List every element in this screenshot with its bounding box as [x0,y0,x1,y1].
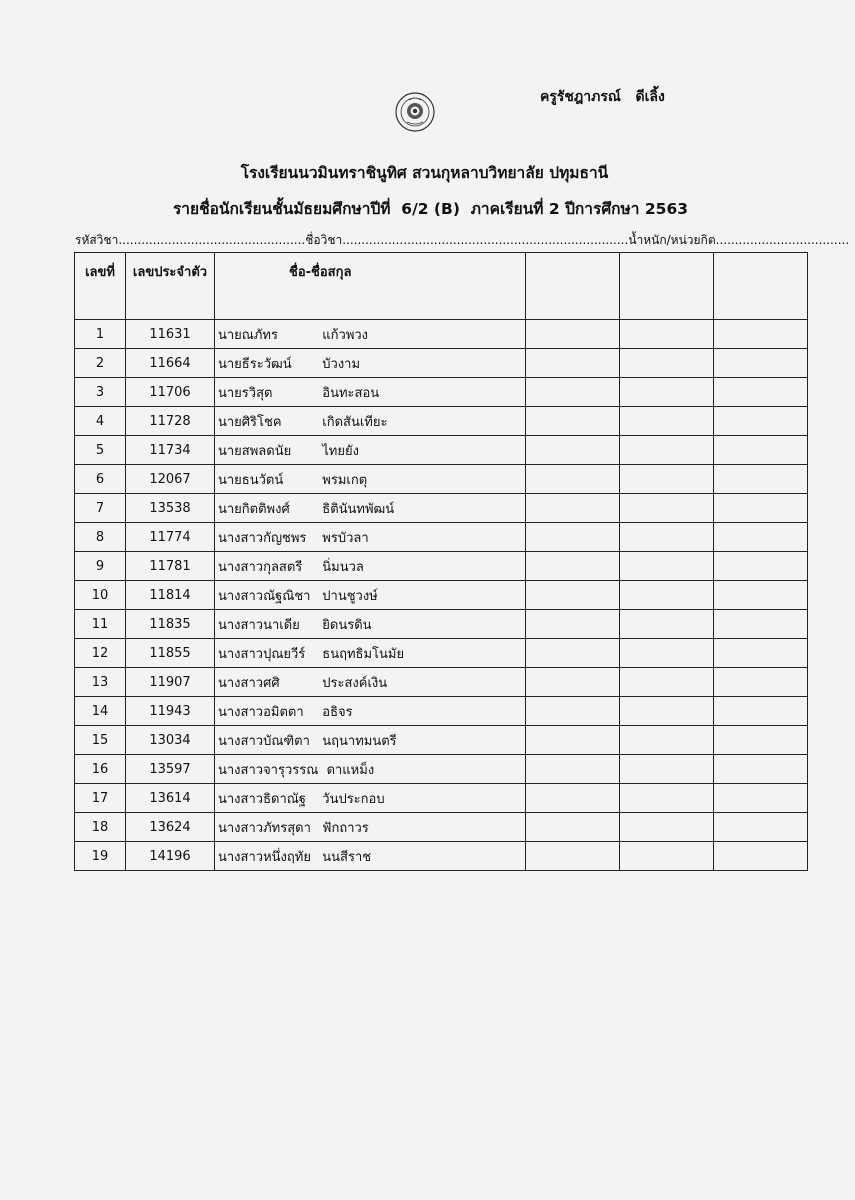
row-student-id: 11728 [126,407,215,436]
row-blank-cell-1 [526,378,620,407]
table-row [75,349,808,378]
row-blank-cell-3 [714,668,808,697]
row-student-id: 13624 [126,813,215,842]
table-row [75,320,808,349]
table-row [75,697,808,726]
row-blank-cell-1 [526,610,620,639]
table-row [75,784,808,813]
row-last-name: ปานชูวงษ์ [322,588,378,604]
row-student-id: 14196 [126,842,215,871]
row-blank-cell-3 [714,494,808,523]
row-blank-cell-1 [526,349,620,378]
row-first-name: นางสาวกุลสตรี [218,559,303,575]
row-last-name: นนสีราช [322,849,372,865]
row-blank-cell-3 [714,697,808,726]
table-row [75,842,808,871]
row-blank-cell-1 [526,726,620,755]
table-row [75,465,808,494]
row-full-name [215,813,526,842]
row-number: 19 [75,842,126,871]
row-blank-cell-3 [714,320,808,349]
row-first-name: นางสาวปุณยวีร์ [218,646,306,662]
row-blank-cell-1 [526,581,620,610]
row-full-name [215,581,526,610]
course-info-line [75,231,850,250]
row-full-name [215,668,526,697]
row-first-name: นางสาวกัญชพร [218,530,307,546]
row-blank-cell-1 [526,755,620,784]
row-last-name: วันประกอบ [322,791,385,807]
table-header-row [75,253,808,320]
row-first-name: นางสาวณัฐณิชา [218,588,311,604]
row-number: 16 [75,755,126,784]
row-first-name: นางสาวธิดาณัฐ [218,791,306,807]
table-row [75,726,808,755]
row-student-id: 11781 [126,552,215,581]
row-student-id: 11774 [126,523,215,552]
credit-label: น้ำหนัก/หน่วยกิต [628,233,716,247]
row-number: 4 [75,407,126,436]
row-full-name [215,755,526,784]
row-student-id: 13614 [126,784,215,813]
row-last-name: อินทะสอน [322,385,380,401]
row-blank-cell-3 [714,407,808,436]
row-first-name: นายณภัทร [218,327,278,343]
row-last-name: ประสงค์เงิน [322,675,388,691]
row-blank-cell-2 [620,494,714,523]
row-last-name: ดาแหม็ง [326,762,375,778]
row-blank-cell-3 [714,610,808,639]
row-last-name: นฤนาทมนตรี [322,733,397,749]
course-name-blank: ........................................................................... [342,233,629,247]
table-row [75,610,808,639]
row-student-id: 11835 [126,610,215,639]
table-row [75,436,808,465]
row-blank-cell-1 [526,407,620,436]
row-full-name [215,349,526,378]
row-blank-cell-3 [714,755,808,784]
row-blank-cell-3 [714,349,808,378]
row-student-id: 11664 [126,349,215,378]
row-blank-cell-2 [620,552,714,581]
row-blank-cell-2 [620,639,714,668]
row-blank-cell-3 [714,465,808,494]
row-blank-cell-2 [620,523,714,552]
teacher-name: ครูรัชฎาภรณ์ ดีเลิ้ง [540,89,665,105]
row-student-id: 12067 [126,465,215,494]
row-number: 15 [75,726,126,755]
row-blank-cell-2 [620,610,714,639]
row-student-id: 13597 [126,755,215,784]
row-last-name: ฟักถาวร [322,820,369,836]
header-blank-3 [714,253,808,320]
row-student-id: 11706 [126,378,215,407]
row-blank-cell-1 [526,697,620,726]
school-name-heading: โรงเรียนนวมินทราชินูทิศ สวนกุหลาบวิทยาลัย ปทุมธานี [240,164,609,182]
row-student-id: 13034 [126,726,215,755]
table-row [75,523,808,552]
row-student-id: 11814 [126,581,215,610]
header-blank-1 [526,253,620,320]
row-blank-cell-2 [620,465,714,494]
row-full-name [215,639,526,668]
row-last-name: ธิตินันทพัฒน์ [322,501,395,517]
row-blank-cell-1 [526,813,620,842]
row-number: 11 [75,610,126,639]
row-blank-cell-1 [526,639,620,668]
row-student-id: 11907 [126,668,215,697]
row-blank-cell-2 [620,697,714,726]
row-full-name [215,842,526,871]
row-first-name: นายศิริโชค [218,414,282,430]
row-blank-cell-1 [526,436,620,465]
row-blank-cell-2 [620,436,714,465]
course-code-blank: ................................................. [118,233,306,247]
row-first-name: นายธีระวัฒน์ [218,356,292,372]
row-blank-cell-1 [526,842,620,871]
table-row [75,378,808,407]
row-blank-cell-3 [714,842,808,871]
row-blank-cell-3 [714,581,808,610]
row-first-name: นางสาวนาเดีย [218,617,300,633]
row-blank-cell-3 [714,436,808,465]
row-first-name: นางสาวภัทรสุดา [218,820,311,836]
row-blank-cell-2 [620,407,714,436]
row-blank-cell-2 [620,378,714,407]
row-blank-cell-3 [714,784,808,813]
row-student-id: 11631 [126,320,215,349]
row-blank-cell-2 [620,842,714,871]
row-first-name: นางสาวศศิ [218,675,280,691]
row-number: 3 [75,378,126,407]
table-row [75,755,808,784]
row-last-name: บัวงาม [322,356,361,372]
course-code-label: รหัสวิชา [75,233,119,247]
row-full-name [215,697,526,726]
row-full-name [215,320,526,349]
row-full-name [215,523,526,552]
row-blank-cell-3 [714,639,808,668]
row-last-name: ไทยยัง [322,443,359,459]
row-blank-cell-2 [620,813,714,842]
row-number: 2 [75,349,126,378]
row-first-name: นางสาวหนึ่งฤทัย [218,849,311,865]
student-roster-table [74,252,808,871]
row-full-name [215,552,526,581]
row-number: 13 [75,668,126,697]
row-student-id: 11943 [126,697,215,726]
row-first-name: นายรวิสุต [218,385,273,401]
row-number: 12 [75,639,126,668]
row-number: 6 [75,465,126,494]
header-full-name: ชื่อ-ชื่อสกุล [215,253,526,320]
row-first-name: นายสพลดนัย [218,443,292,459]
row-last-name: แก้วพวง [322,327,369,343]
row-number: 7 [75,494,126,523]
row-full-name [215,378,526,407]
row-blank-cell-1 [526,552,620,581]
row-last-name: ธนฤทธิมโนมัย [322,646,405,662]
credit-blank: ................................... [715,233,850,247]
row-full-name [215,784,526,813]
row-blank-cell-2 [620,726,714,755]
row-last-name: นิ่มนวล [322,559,364,575]
row-last-name: พรมเกตุ [322,472,368,488]
row-full-name [215,610,526,639]
row-student-id: 13538 [126,494,215,523]
course-name-label: ชื่อวิชา [305,233,343,247]
row-number: 1 [75,320,126,349]
row-blank-cell-1 [526,320,620,349]
row-number: 8 [75,523,126,552]
row-blank-cell-2 [620,755,714,784]
row-last-name: อธิจร [322,704,353,720]
row-number: 10 [75,581,126,610]
table-row [75,581,808,610]
row-first-name: นายกิตติพงศ์ [218,501,290,517]
row-blank-cell-2 [620,581,714,610]
row-blank-cell-1 [526,668,620,697]
row-blank-cell-3 [714,523,808,552]
header-blank-2 [620,253,714,320]
row-blank-cell-1 [526,494,620,523]
row-blank-cell-3 [714,813,808,842]
row-last-name: ยิดนรดิน [322,617,372,633]
table-row [75,494,808,523]
row-blank-cell-1 [526,465,620,494]
table-row [75,407,808,436]
row-blank-cell-2 [620,349,714,378]
row-full-name [215,494,526,523]
row-blank-cell-1 [526,523,620,552]
row-blank-cell-3 [714,552,808,581]
row-number: 14 [75,697,126,726]
school-seal-logo [395,92,435,132]
row-number: 9 [75,552,126,581]
row-first-name: นางสาวบัณฑิตา [218,733,310,749]
header-student-id: เลขประจำตัว [126,253,215,320]
row-last-name: เกิดสันเทียะ [322,414,388,430]
row-blank-cell-3 [714,378,808,407]
row-blank-cell-2 [620,668,714,697]
table-row [75,813,808,842]
row-first-name: นายธนวัตน์ [218,472,284,488]
roster-body [75,320,808,871]
row-number: 17 [75,784,126,813]
table-row [75,552,808,581]
row-student-id: 11855 [126,639,215,668]
row-number: 18 [75,813,126,842]
row-blank-cell-2 [620,320,714,349]
row-student-id: 11734 [126,436,215,465]
class-list-heading: รายชื่อนักเรียนชั้นมัธยมศึกษาปีที่ 6/2 (B) ภาคเรียนที่ 2 ปีการศึกษา 2563 [172,200,689,218]
row-number: 5 [75,436,126,465]
row-full-name [215,726,526,755]
row-blank-cell-2 [620,784,714,813]
table-row [75,639,808,668]
table-row [75,668,808,697]
row-blank-cell-1 [526,784,620,813]
row-first-name: นางสาวจารุวรรณ [218,762,319,778]
header-number: เลขที่ [75,253,126,320]
row-blank-cell-3 [714,726,808,755]
row-full-name [215,436,526,465]
row-full-name [215,465,526,494]
row-last-name: พรบัวลา [322,530,369,546]
row-first-name: นางสาวอมิตตา [218,704,304,720]
row-full-name [215,407,526,436]
